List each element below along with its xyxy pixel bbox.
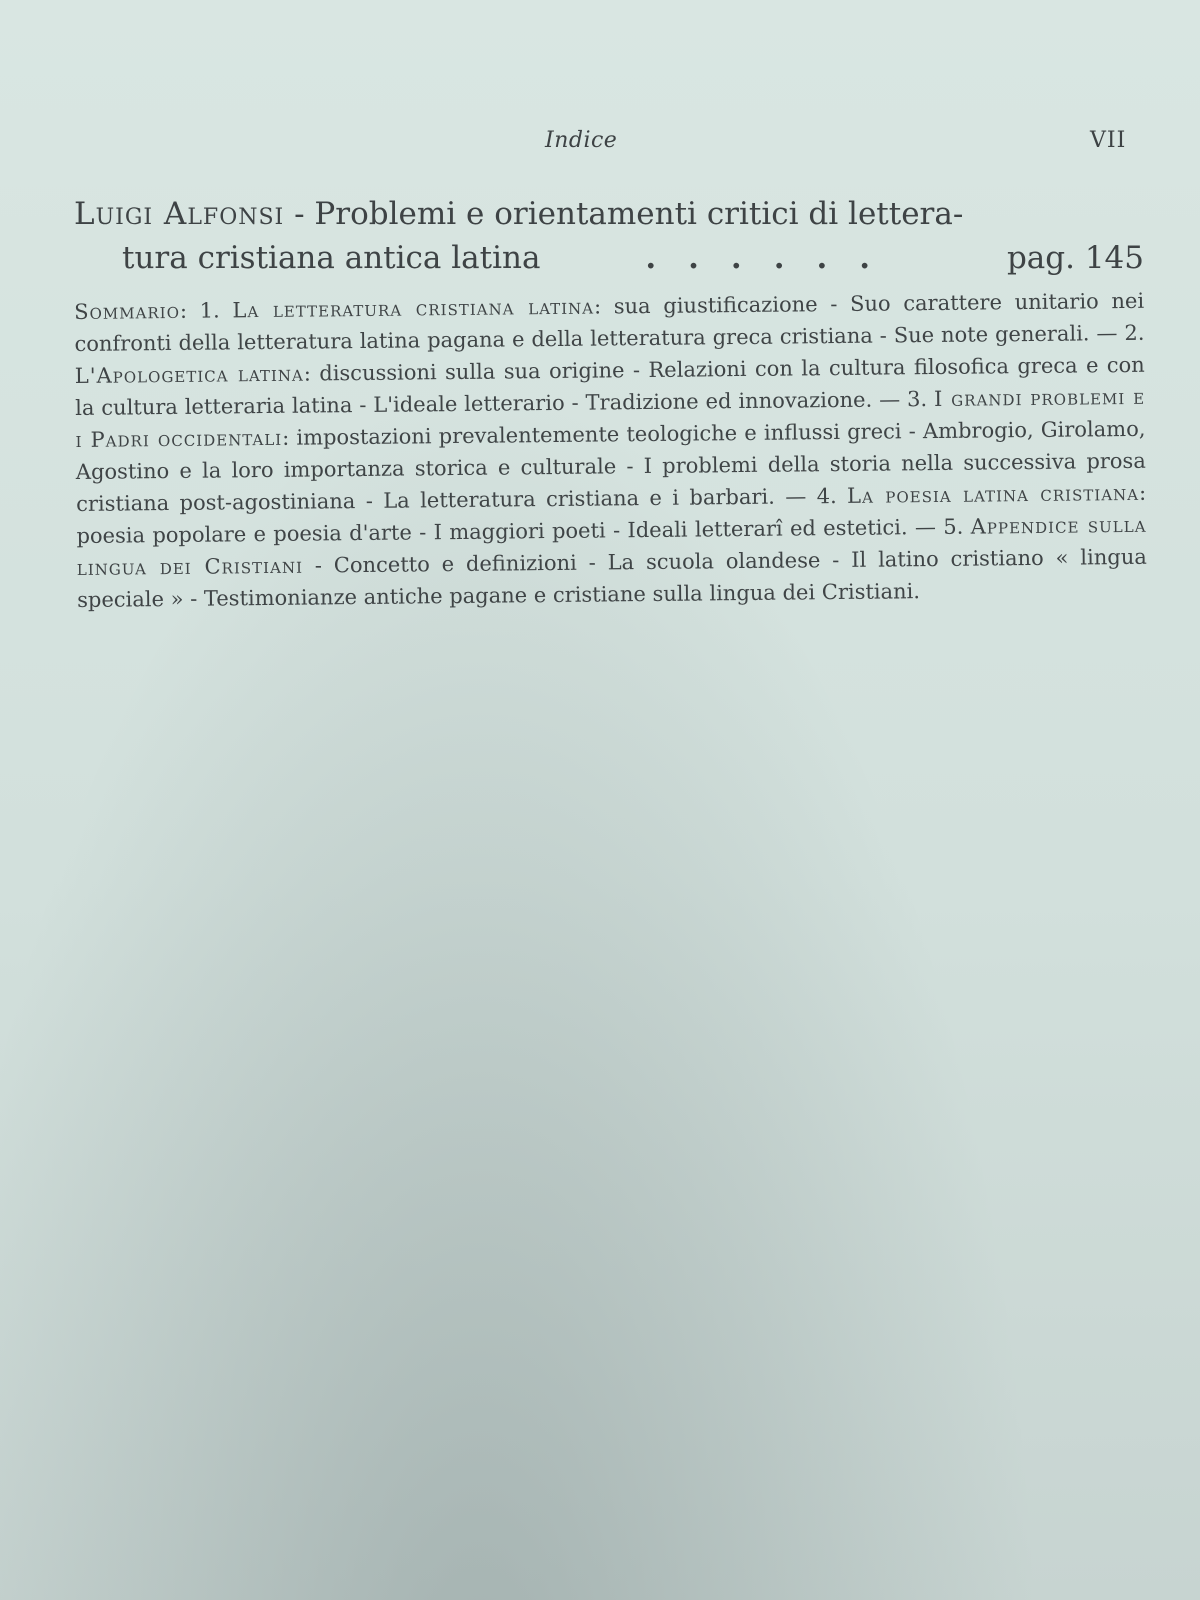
summary-section-2-text: : discussioni sulla sua origine - Relazioni con la cultura filosofica greca e con la cultura letteraria latina - L'ideale letterario - Tradizione ed innovazione. — 3. (75, 352, 1145, 420)
running-title: Indice (545, 128, 618, 153)
summary-section-5-text: - Concetto e definizioni - La scuola olandese - Il latino cristiano « lingua speciale » - Testimonianze antiche pagane e cristiane sulla lingua dei Cristiani. (77, 544, 1147, 612)
summary-section-1-number: : 1. (179, 298, 233, 323)
entry-page-ref: pag. 145 (1006, 240, 1144, 276)
summary-label: Sommario (74, 298, 181, 324)
entry-title-part-1: - Problemi e orientamenti critici di lettera- (284, 196, 964, 232)
summary-section-1-text: : sua giustificazione - Suo carattere unitario nei confronti della letteratura latina pagana e della letteratura greca cristiana - Sue note generali. — 2. (74, 288, 1145, 356)
summary-section-4-heading: La poesia latina cristiana (846, 480, 1140, 508)
running-head (0, 128, 1200, 168)
entry-title-part-2: tura cristiana antica latina (122, 240, 541, 276)
entry-line-2 (74, 236, 1144, 280)
summary-section-2-heading: L'Apologetica latina (74, 361, 304, 388)
summary-section-1-heading: La letteratura cristiana latina (232, 294, 595, 323)
entry-line-1 (74, 192, 1144, 236)
summary-section-3-heading: I grandi problemi e i Padri occidentali (75, 384, 1146, 452)
page-number: VII (1090, 128, 1127, 153)
summary-paragraph (74, 285, 1147, 616)
toc-entry (74, 192, 1144, 280)
dot-leaders: ...... (645, 240, 903, 276)
summary-section-3-text: : impostazioni prevalentemente teologiche e influssi greci - Ambrogio, Girolamo, Agostino e la loro importanza storica e culturale - I problemi della storia nella successiva prosa cristiana post-agostiniana - La letteratura cristiana e i barbari. — 4. (75, 416, 1146, 516)
entry-author: Luigi Alfonsi (74, 196, 285, 232)
summary-section-4-text: : poesia popolare e poesia d'arte - I maggiori poeti - Ideali letterarî ed estetici. — 5. (76, 480, 1147, 548)
summary-section-5-heading: Appendice sulla lingua dei Cristiani (76, 512, 1147, 580)
